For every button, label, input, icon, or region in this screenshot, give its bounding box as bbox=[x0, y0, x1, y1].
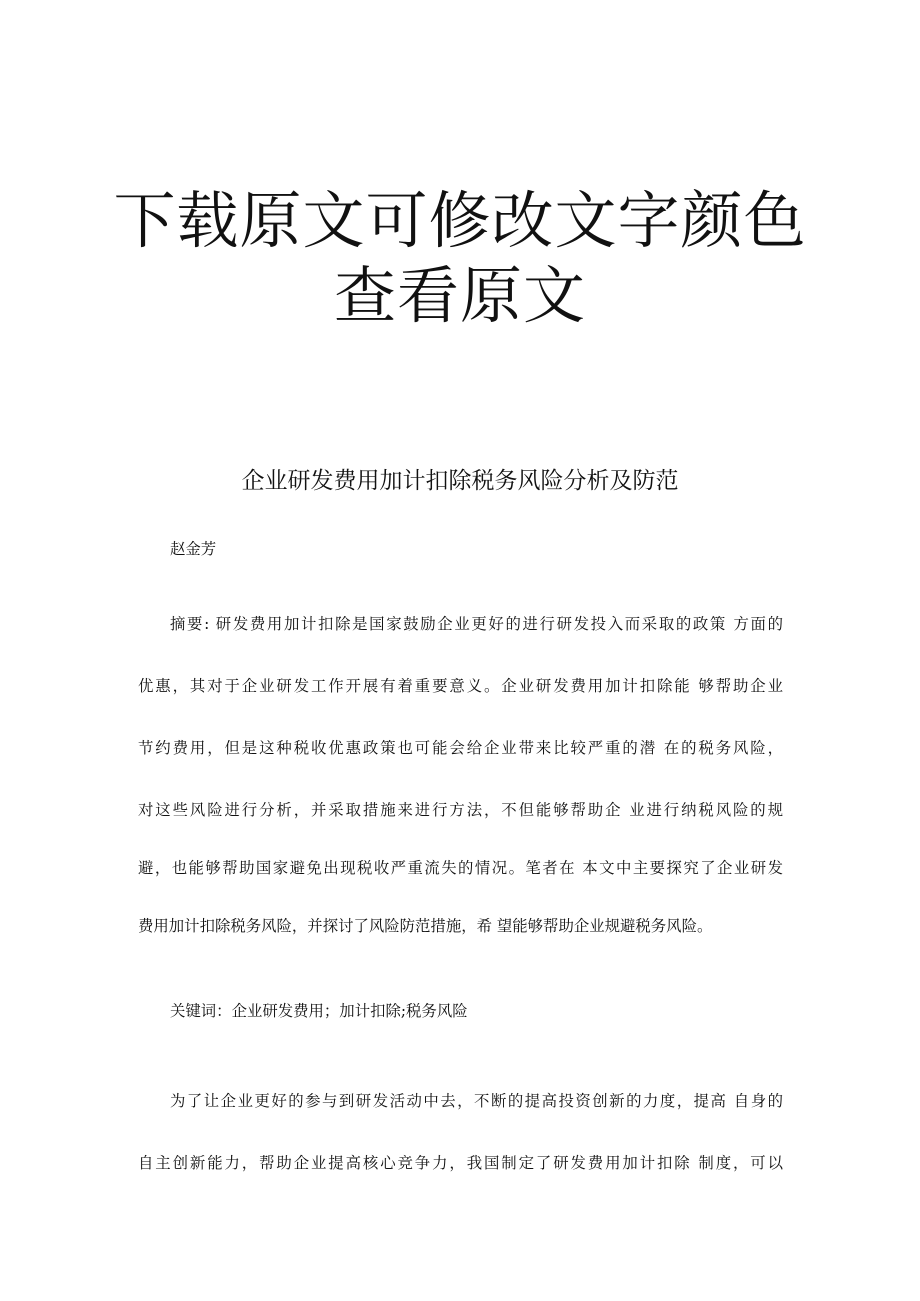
abstract-line: 摘要: 研发费用加计扣除是国家鼓励企业更好的进行研发投入而采取的政策 方面的 bbox=[170, 615, 783, 633]
keywords-line: 关键词：企业研发费用；加计扣除;税务风险 bbox=[170, 1002, 468, 1020]
abstract-line: 节约费用，但是这种税收优惠政策也可能会给企业带来比较严重的潜 在的税务风险， bbox=[138, 739, 783, 757]
abstract-line: 优惠，其对于企业研发工作开展有着重要意义。企业研发费用加计扣除能 够帮助企业 bbox=[138, 677, 783, 695]
abstract-line: 费用加计扣除税务风险，并探讨了风险防范措施，希 望能够帮助企业规避税务风险。 bbox=[138, 917, 713, 935]
banner-line-1: 下载原文可修改文字颜色 bbox=[113, 184, 807, 257]
abstract-line: 避，也能够帮助国家避免出现税收严重流失的情况。笔者在 本文中主要探究了企业研发 bbox=[138, 859, 783, 877]
body-line: 为了让企业更好的参与到研发活动中去，不断的提高投资创新的力度，提高 自身的 bbox=[170, 1092, 783, 1110]
article-title: 企业研发费用加计扣除税务风险分析及防范 bbox=[241, 468, 679, 494]
banner-line-2: 查看原文 bbox=[333, 259, 586, 332]
body-line: 自主创新能力，帮助企业提高核心竞争力，我国制定了研发费用加计扣除 制度，可以 bbox=[138, 1154, 783, 1172]
author-name: 赵金芳 bbox=[170, 540, 217, 558]
abstract-line: 对这些风险进行分析，并采取措施来进行方法，不但能够帮助企 业进行纳税风险的规 bbox=[138, 801, 783, 819]
